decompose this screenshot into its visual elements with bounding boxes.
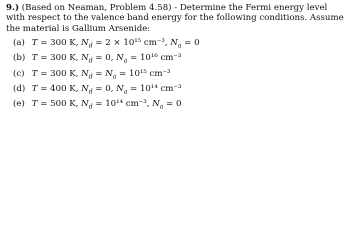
temperature: 300 K — [50, 53, 76, 64]
temperature: 300 K — [50, 38, 76, 49]
donor-concentration: 0 — [105, 83, 111, 94]
part-label: (c) — [13, 68, 25, 79]
donor-concentration: 10¹⁴ cm⁻³ — [105, 99, 147, 110]
temperature: 300 K — [50, 68, 76, 79]
part-label: (a) — [13, 38, 25, 49]
part-e-conditions: T = 500 K, $N_d = 10^{14}$ cm⁻³, $N_a = 0$ — [31, 99, 182, 111]
problem-text: (Based on Neaman, Problem 4.58) - Determine the Fermi energy level with respect to the valence band energy for the following conditions. Assume the material is Gallium Arsenide: — [6, 3, 344, 34]
problem-number: 9.) — [6, 3, 20, 13]
part-d-conditions: T = 400 K, $N_d = 0$, $N_a = 10^{14}$ cm⁻³ — [31, 83, 182, 96]
acceptor-concentration: 10¹⁶ cm⁻³ — [139, 53, 182, 64]
part-label: (e) — [13, 99, 25, 110]
donor-concentration: 0 — [105, 53, 111, 64]
part-label: (d) — [13, 83, 26, 94]
part-a — [13, 36, 344, 51]
part-a-conditions: T = 300 K, $N_d = 2 \times 10^{15}$ cm⁻³, $N_a = 0$ — [31, 38, 200, 50]
part-b — [13, 51, 344, 66]
part-label: (b) — [13, 53, 26, 64]
acceptor-concentration: 0 — [175, 99, 182, 110]
acceptor-concentration: 0 — [194, 38, 200, 49]
doping-concentration: 10¹⁵ cm⁻³ — [129, 68, 171, 79]
part-b-conditions: T = 300 K, $N_d = 0$, $N_a = 10^{16}$ cm⁻³ — [31, 53, 182, 66]
part-e — [13, 97, 344, 112]
part-c-conditions: T = 300 K, $N_d = N_a = 10^{15}$ cm⁻³ — [31, 68, 171, 81]
problem-prompt — [6, 3, 344, 34]
acceptor-concentration: 10¹⁴ cm⁻³ — [139, 83, 182, 94]
part-c — [13, 67, 344, 82]
donor-concentration: 2 × 10¹⁵ cm⁻³ — [105, 38, 165, 49]
temperature: 400 K — [50, 83, 76, 94]
part-d — [13, 82, 344, 97]
temperature: 500 K — [50, 99, 76, 110]
problem-block — [0, 0, 350, 113]
parts-list — [6, 36, 344, 112]
